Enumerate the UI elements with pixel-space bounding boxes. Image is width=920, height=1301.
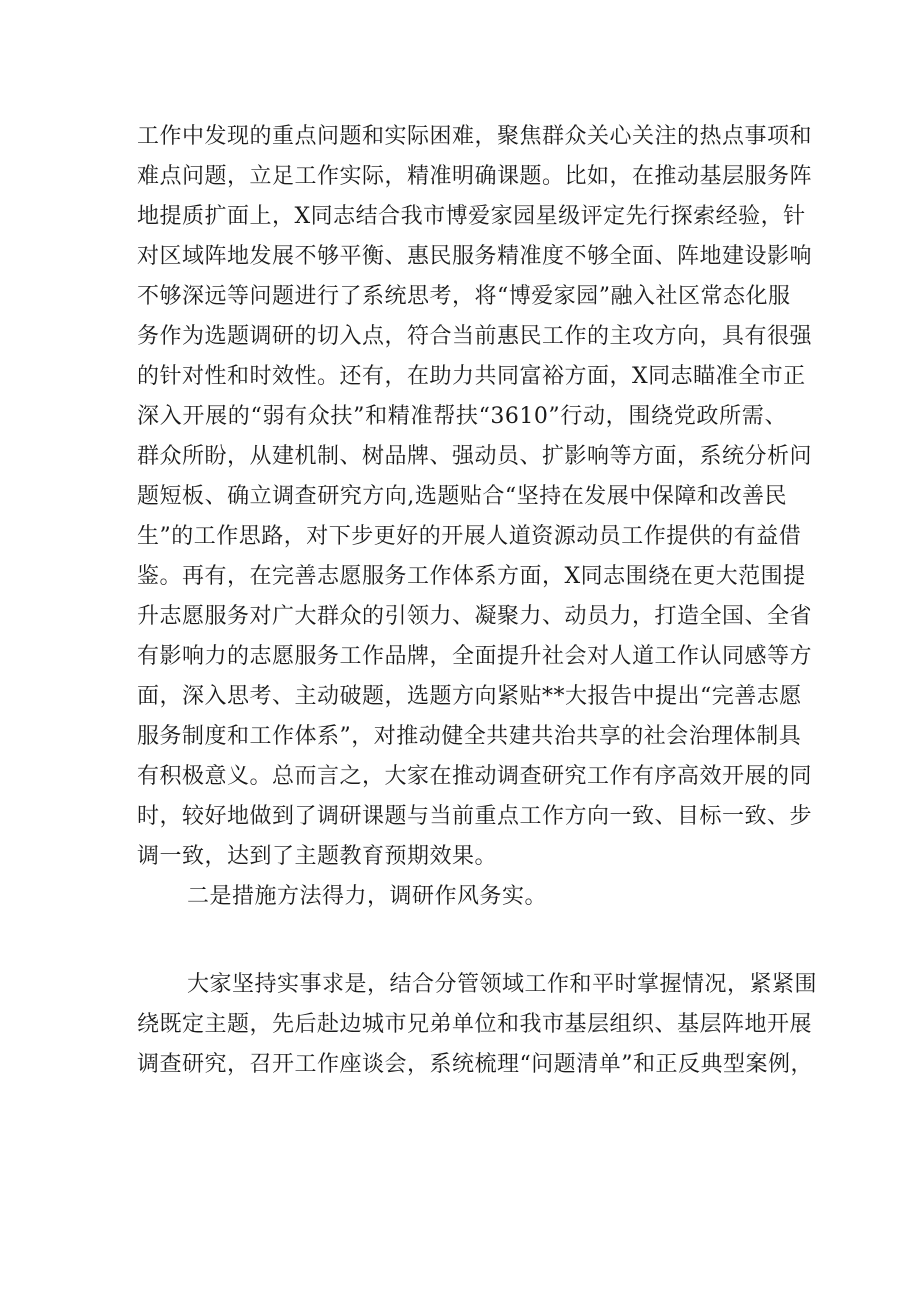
text-line: 题短板、确立调查研究方向,选题贴合“坚持在发展中保障和改善民 [137,484,787,509]
text-line: 服务制度和工作体系”，对推动健全共建共治共享的社会治理体制具 [137,724,802,749]
text-line: 面，深入思考、主动破题，选题方向紧贴**大报告中提出“完善志愿 [137,684,802,709]
text-line: 时，较好地做到了调研课题与当前重点工作方向一致、目标一致、步 [137,804,813,829]
text-line: 大家坚持实事求是，结合分管领域工作和平时掌握情况，紧紧围 [187,972,818,997]
text-line: 的针对性和时效性。还有，在助力共同富裕方面，X同志瞄准全市正 [137,364,806,389]
text-line: 对区域阵地发展不够平衡、惠民服务精准度不够全面、阵地建设影响 [137,244,813,269]
text-line: 生”的工作思路，对下步更好的开展人道资源动员工作提供的有益借 [137,524,802,549]
text-line: 有积极意义。总而言之，大家在推动调查研究工作有序高效开展的同 [137,764,813,789]
section-heading: 二是措施方法得力，调研作风务实。 [187,884,548,909]
text-line: 难点问题，立足工作实际，精准明确课题。比如，在推动基层服务阵 [137,164,813,189]
text-line: 工作中发现的重点问题和实际困难，聚焦群众关心关注的热点事项和 [137,124,813,149]
text-line: 有影响力的志愿服务工作品牌，全面提升社会对人道工作认同感等方 [137,644,813,669]
text-line: 务作为选题调研的切入点，符合当前惠民工作的主攻方向，具有很强 [137,324,813,349]
text-line: 深入开展的“弱有众扶”和精准帮扶“3610”行动，围绕党政所需、 [137,404,787,429]
text-line: 地提质扩面上，X同志结合我市博爱家园星级评定先行探索经验，针 [137,204,806,229]
text-line: 升志愿服务对广大群众的引领力、凝聚力、动员力，打造全国、全省 [137,604,813,629]
text-line: 群众所盼，从建机制、树品牌、强动员、扩影响等方面，系统分析问 [137,444,813,469]
text-line: 鉴。再有，在完善志愿服务工作体系方面，X同志围绕在更大范围提 [137,564,806,589]
text-line: 不够深远等问题进行了系统思考，将“博爱家园”融入社区常态化服 [137,284,791,309]
text-line: 绕既定主题，先后赴边城市兄弟单位和我市基层组织、基层阵地开展 [137,1012,813,1037]
text-line: 调查研究，召开工作座谈会，系统梳理“问题清单”和正反典型案例， [137,1052,813,1077]
text-line: 调一致，达到了主题教育预期效果。 [137,844,498,869]
